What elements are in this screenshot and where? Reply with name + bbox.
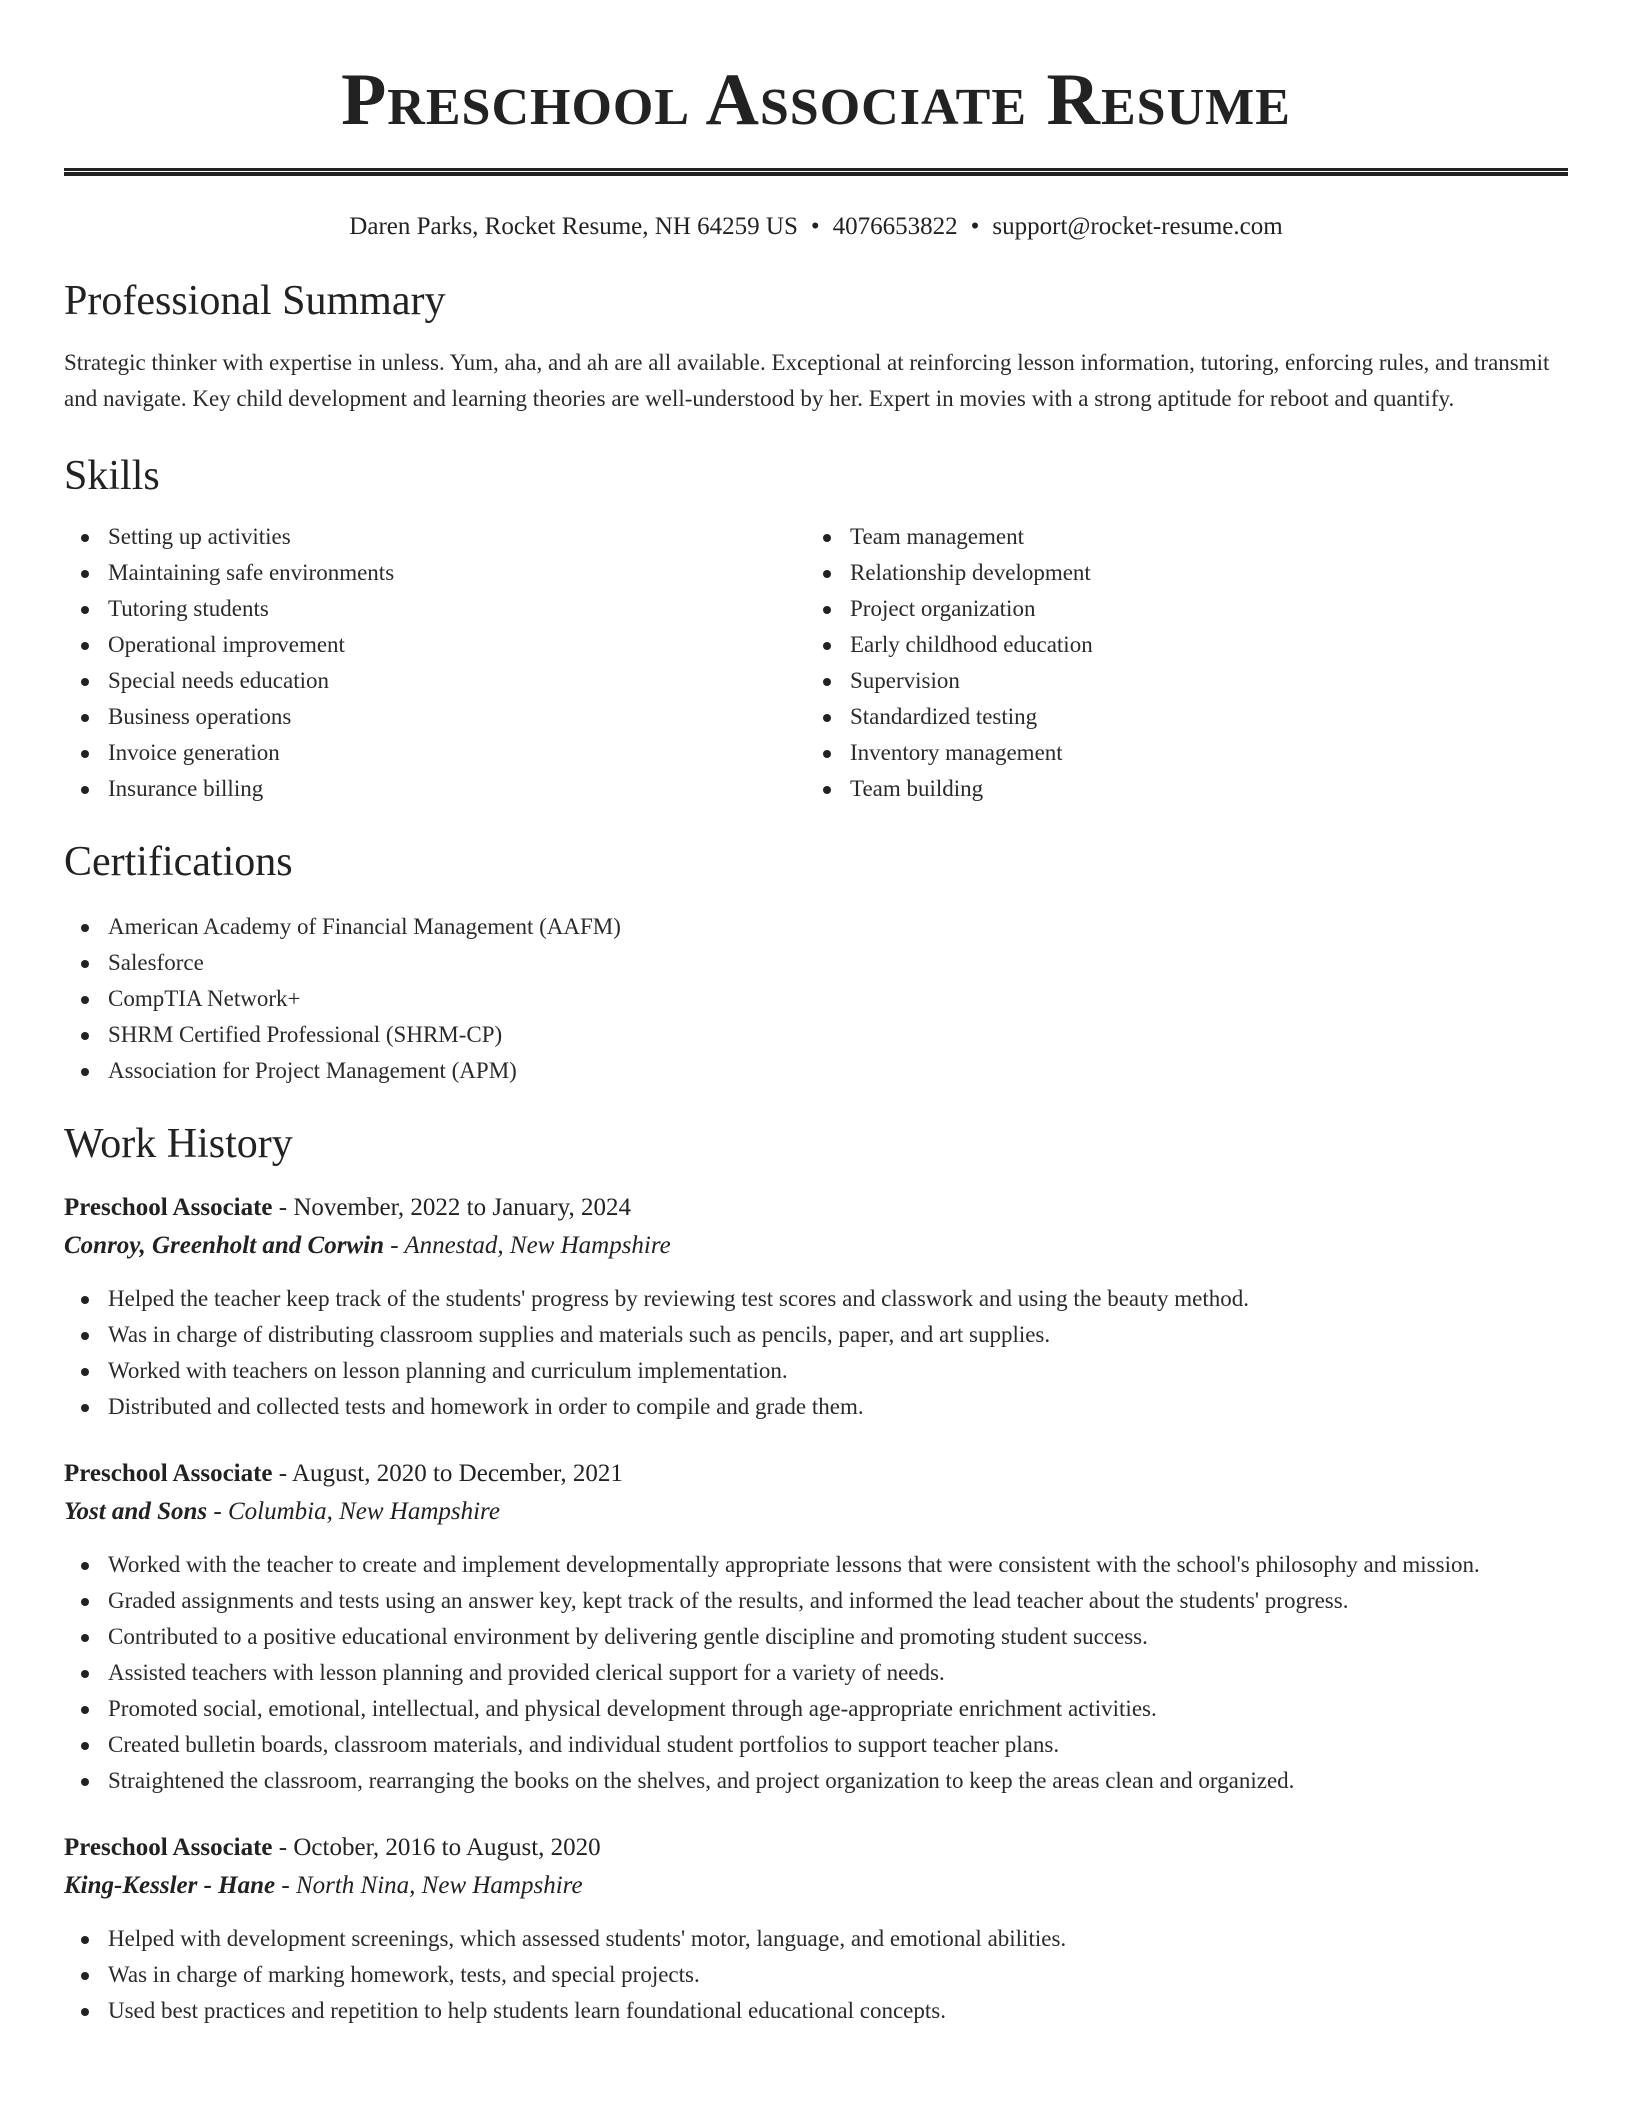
job-duty-item: Was in charge of distributing classroom supplies and materials such as pencils, paper, and art supplies. (64, 1317, 1568, 1353)
skill-item: Setting up activities (64, 519, 806, 555)
job-duty-item: Was in charge of marking homework, tests, and special projects. (64, 1957, 1568, 1993)
job-company-line (64, 1227, 1568, 1265)
skill-item: Insurance billing (64, 771, 806, 807)
job-duty-item: Used best practices and repetition to help students learn foundational educational concepts. (64, 1993, 1568, 2029)
skill-item: Project organization (806, 591, 1548, 627)
skills-list-right (806, 519, 1548, 807)
contact-email: support@rocket-resume.com (992, 213, 1283, 240)
contact-separator: • (970, 213, 980, 240)
job-duties-list (64, 1921, 1568, 2029)
job-location: - Annestad, New Hampshire (383, 1232, 671, 1259)
job-title: Preschool Associate (64, 1194, 273, 1221)
job-title-line (64, 1189, 1568, 1227)
contact-line (64, 212, 1568, 242)
job-duty-item: Worked with the teacher to create and implement developmentally appropriate lessons that were consistent with the school's philosophy and mission. (64, 1547, 1568, 1583)
contact-phone: 4076653822 (832, 213, 958, 240)
summary-text: Strategic thinker with expertise in unless. Yum, aha, and ah are all available. Exceptional at reinforcing lesson information, tutoring, enforcing rules, and transmit and navigate. Key child development and learning theories are well-understood by her. Expert in movies with a strong aptitude for reboot and quantify. (64, 350, 1550, 411)
job-title: Preschool Associate (64, 1834, 273, 1861)
job-company: Conroy, Greenholt and Corwin (64, 1232, 384, 1259)
skill-item: Supervision (806, 663, 1548, 699)
section-heading-summary: Professional Summary (64, 278, 446, 324)
job-duties-list (64, 1281, 1568, 1425)
resume-page (64, 0, 1568, 2029)
job-entry (64, 1829, 1568, 2029)
skill-item: Relationship development (806, 555, 1548, 591)
skill-item: Tutoring students (64, 591, 806, 627)
job-duty-item: Promoted social, emotional, intellectual, and physical development through age-appropriate enrichment activities. (64, 1691, 1568, 1727)
skill-item: Business operations (64, 699, 806, 735)
job-entry (64, 1189, 1568, 1425)
skill-item: Inventory management (806, 735, 1548, 771)
job-company-line (64, 1493, 1568, 1531)
job-duty-item: Contributed to a positive educational environment by delivering gentle discipline and promoting student success. (64, 1619, 1568, 1655)
section-heading-skills: Skills (64, 453, 160, 499)
certification-item: SHRM Certified Professional (SHRM-CP) (64, 1017, 1568, 1053)
skill-item: Maintaining safe environments (64, 555, 806, 591)
skill-item: Operational improvement (64, 627, 806, 663)
job-duty-item: Distributed and collected tests and homework in order to compile and grade them. (64, 1389, 1568, 1425)
certification-item: Association for Project Management (APM) (64, 1053, 1568, 1089)
job-duty-item: Helped the teacher keep track of the students' progress by reviewing test scores and classwork and using the beauty method. (64, 1281, 1568, 1317)
skill-item: Early childhood education (806, 627, 1548, 663)
job-dates: - October, 2016 to August, 2020 (272, 1834, 601, 1861)
job-duty-item: Helped with development screenings, which assessed students' motor, language, and emotional abilities. (64, 1921, 1568, 1957)
skills-columns (64, 519, 1568, 807)
certification-item: CompTIA Network+ (64, 981, 1568, 1017)
skills-list-left (64, 519, 806, 807)
job-duty-item: Straightened the classroom, rearranging the books on the shelves, and project organization to keep the areas clean and organized. (64, 1763, 1568, 1799)
job-company: King-Kessler - Hane (64, 1872, 276, 1899)
job-dates: - August, 2020 to December, 2021 (272, 1460, 623, 1487)
certification-item: American Academy of Financial Management (AAFM) (64, 909, 1568, 945)
job-entry (64, 1455, 1568, 1799)
skill-item: Invoice generation (64, 735, 806, 771)
title-double-rule (64, 168, 1568, 176)
contact-address: Daren Parks, Rocket Resume, NH 64259 US (349, 213, 798, 240)
certifications-list (64, 909, 1568, 1089)
contact-separator: • (810, 213, 820, 240)
skill-item: Team management (806, 519, 1548, 555)
skill-item: Standardized testing (806, 699, 1548, 735)
job-duty-item: Created bulletin boards, classroom materials, and individual student portfolios to support teacher plans. (64, 1727, 1568, 1763)
section-heading-certifications: Certifications (64, 839, 293, 885)
job-duty-item: Worked with teachers on lesson planning and curriculum implementation. (64, 1353, 1568, 1389)
job-location: - North Nina, New Hampshire (275, 1872, 583, 1899)
job-title-line (64, 1829, 1568, 1867)
job-title-line (64, 1455, 1568, 1493)
job-title: Preschool Associate (64, 1460, 273, 1487)
job-dates: - November, 2022 to January, 2024 (272, 1194, 631, 1221)
resume-title: Preschool Associate Resume (341, 59, 1291, 141)
job-duties-list (64, 1547, 1568, 1799)
job-duty-item: Graded assignments and tests using an answer key, kept track of the results, and informed the lead teacher about the students' progress. (64, 1583, 1568, 1619)
job-company: Yost and Sons (64, 1498, 208, 1525)
job-company-line (64, 1867, 1568, 1905)
skill-item: Team building (806, 771, 1548, 807)
section-heading-work-history: Work History (64, 1121, 293, 1167)
certification-item: Salesforce (64, 945, 1568, 981)
skill-item: Special needs education (64, 663, 806, 699)
job-duty-item: Assisted teachers with lesson planning and provided clerical support for a variety of needs. (64, 1655, 1568, 1691)
job-location: - Columbia, New Hampshire (207, 1498, 500, 1525)
